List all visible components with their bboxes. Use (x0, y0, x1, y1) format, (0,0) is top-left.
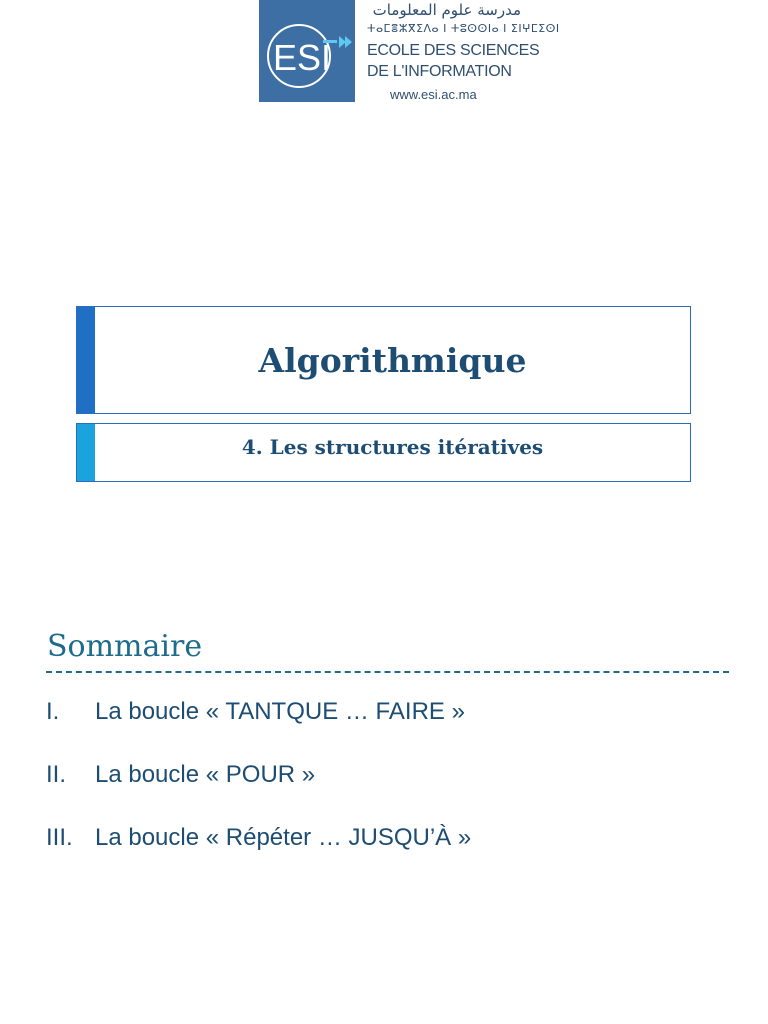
arrow-icon (339, 36, 346, 48)
list-item-text: La boucle « POUR » (95, 761, 316, 788)
logo-url: www.esi.ac.ma (390, 87, 477, 102)
page-subtitle: 4. Les structures itératives (241, 435, 544, 459)
logo-arabic-name: مدرسة علوم المعلومات (372, 1, 521, 19)
list-item (46, 759, 646, 791)
list-item-number: III. (46, 824, 73, 851)
list-item-number: I. (46, 698, 60, 725)
logo-tifinagh-name: ⵜⴰⵎⴻⵣⴳⵉⴷⴰ ⵏ ⵜⵓⵙⵙⵏⴰ ⵏ ⵉⵏⵖⵎⵉⵙⵏ (367, 22, 560, 35)
dashed-divider (46, 671, 729, 673)
list-item-number: II. (46, 761, 67, 788)
sommaire-heading: Sommaire (47, 629, 203, 664)
sommaire-list (46, 696, 646, 885)
list-item (46, 822, 646, 854)
logo-name-line1: ECOLE DES SCIENCES (367, 42, 540, 59)
esi-mark-graphic (259, 0, 355, 102)
subtitle-box (76, 423, 691, 482)
title-accent-bar (77, 307, 95, 413)
page-title: Algorithmique (258, 341, 527, 380)
title-box (76, 306, 691, 414)
list-item-text: La boucle « Répéter … JUSQU’À » (95, 824, 472, 851)
esi-logo-mark (259, 0, 355, 102)
esi-mark-text: ESI (272, 37, 332, 78)
subtitle-accent-bar (77, 424, 95, 481)
list-item-text: La boucle « TANTQUE … FAIRE » (95, 698, 465, 725)
list-item (46, 696, 646, 728)
logo-name-line2: DE L'INFORMATION (367, 63, 512, 80)
